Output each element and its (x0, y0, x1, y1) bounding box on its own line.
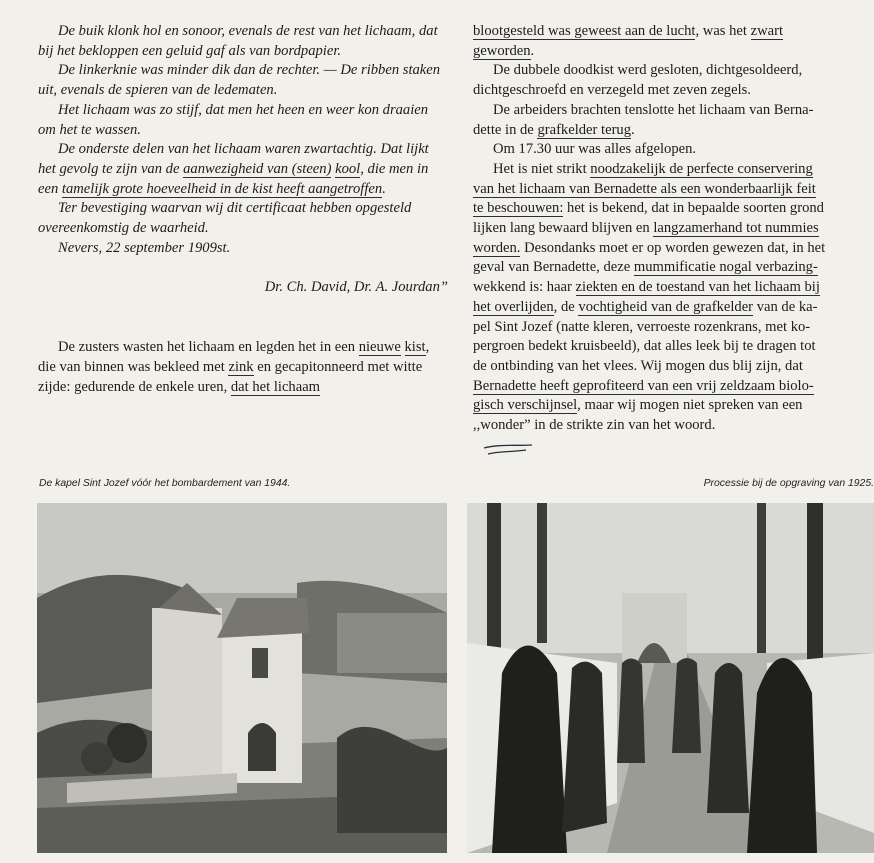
text-line: geval van Bernadette, deze mummificatie nogal verbazing- (473, 259, 818, 276)
caption-procession: Processie bij de opgraving van 1925. (703, 478, 874, 489)
text-line: Om 17.30 uur was alles afgelopen. (493, 141, 697, 158)
text-line: van het lichaam van Bernadette als een wonderbaarlijk feit (473, 180, 816, 197)
text-line: dichtgeschroefd en verzegeld met zeven zegels. (473, 82, 751, 99)
underlined-text: kist (404, 339, 426, 356)
paragraph-date: Nevers, 22 september 1909st. (58, 239, 231, 256)
text-line: het overlijden, de vochtigheid van de grafkelder van de ka- (473, 298, 818, 315)
caption-chapel: De kapel Sint Jozef vóór het bombardement van 1944. (39, 478, 291, 489)
text-line: De dubbele doodkist werd gesloten, dichtgesoldeerd, (493, 62, 803, 79)
text-line: worden. Desondanks moet er op worden gewezen dat, in het (473, 239, 826, 256)
text-line: de ontbinding van het vlees. Wij mogen dus blij zijn, dat (473, 357, 803, 374)
text-line: Bernadette heeft geprofiteerd van een vrij zeldzaam biolo- (473, 377, 814, 394)
text-line: blootgesteld was geweest aan de lucht, was het zwart (473, 23, 784, 39)
paragraph-lower-parts: De onderste delen van het lichaam waren zwartachtig. Dat lijkt het gevolg te zijn van de aanwezigheid van (steen) kool, die men in een tamelijk grote hoeveelheid in de kist heeft aangetroffen. (38, 141, 429, 197)
paragraph-stiff: Het lichaam was zo stijf, dat men het heen en weer kon draaien om het te wassen. (38, 101, 429, 138)
text-line: ,,wonder” in de strikte zin van het woord. (473, 417, 716, 434)
text-line: De arbeiders brachten tenslotte het lichaam van Berna- (493, 101, 814, 118)
paragraph-sisters: De zusters wasten het lichaam en legden het in een nieuwe kist, die van binnen was bekleed met zink en gecapitonneerd met witte zijde: gedurende de enkele uren, dat het lichaam (38, 339, 430, 395)
paragraph-knee: De linkerknie was minder dik dan de rechter. — De ribben staken uit, evenals de spieren van de ledematen. (38, 62, 441, 99)
text-line: gisch verschijnsel, maar wij mogen niet spreken van een (473, 397, 803, 414)
right-text-column (473, 22, 874, 436)
text-line: pergroen bedekt kruisbeeld), dat alles leek bij te dragen tot (473, 338, 816, 355)
text-line: pel Sint Jozef (natte kleren, verroeste rozenkrans, met ko- (473, 318, 811, 335)
paragraph-certification: Ter bevestiging waarvan wij dit certificaat hebben opgesteld overeenkomstig de waarheid. (38, 200, 412, 237)
photo-procession (467, 503, 874, 853)
left-text-column (38, 22, 448, 397)
underlined-text: dat het lichaam (230, 378, 321, 395)
signature: Dr. Ch. David, Dr. A. Jourdan” (264, 279, 448, 296)
text-line: Het is niet strikt noodzakelijk de perfecte conservering (493, 160, 813, 177)
pen-scribble-mark (480, 440, 540, 460)
photo-chapel (37, 503, 447, 853)
text-line: lijken lang bewaard blijven en langzamerhand tot nummies (473, 220, 819, 237)
paragraph-abdomen: De buik klonk hol en sonoor, evenals de rest van het lichaam, dat bij het bekloppen een geluid gaf als van bordpapier. (38, 23, 438, 59)
underlined-text: tamelijk grote hoeveelheid in de kist heeft aangetroffen (61, 180, 383, 197)
text-line: dette in de grafkelder terug. (473, 121, 635, 138)
underlined-text: zink (228, 358, 254, 375)
text-line: wekkend is: haar ziekten en de toestand van het lichaam bij (473, 279, 820, 296)
text-line: geworden. (473, 42, 535, 59)
underlined-text: nieuwe (358, 339, 401, 356)
text-line: te beschouwen: het is bekend, dat in bepaalde soorten grond (473, 200, 824, 217)
underlined-text: kool (335, 160, 361, 177)
underlined-text: aanwezigheid van (steen) (183, 160, 332, 177)
